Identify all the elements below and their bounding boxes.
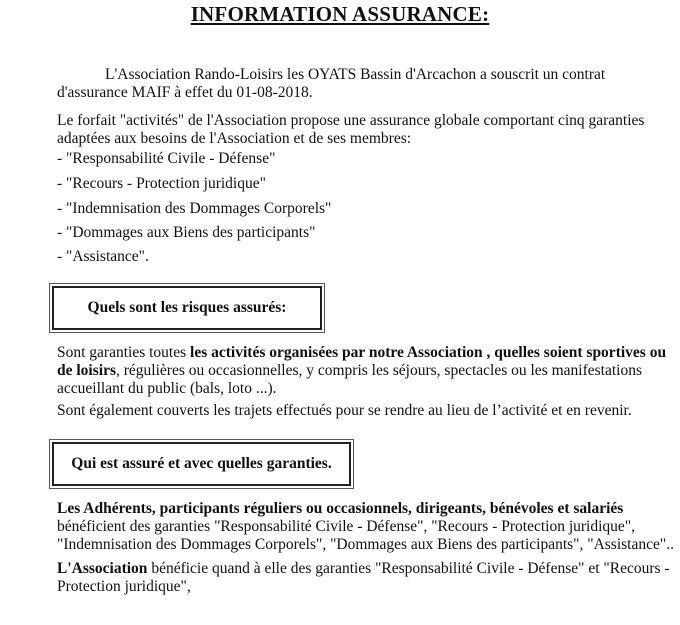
risques-text-end: , régulières ou occasionnelles, y compris les séjours, spectacles ou les manifestations accueillant du public (bals, loto ...). bbox=[57, 362, 642, 397]
section-heading-assure bbox=[52, 442, 351, 486]
guarantee-item: - "Recours - Protection juridique" bbox=[57, 175, 266, 192]
association-text-bold: L'Association bbox=[57, 560, 148, 577]
adherents-paragraph bbox=[57, 500, 677, 554]
guarantee-item: - "Assistance". bbox=[57, 248, 149, 265]
page-title: INFORMATION ASSURANCE: bbox=[190, 2, 490, 26]
guarantee-item: - "Dommages aux Biens des participants" bbox=[57, 224, 316, 241]
guarantee-item: - "Responsabilité Civile - Défense" bbox=[57, 150, 276, 167]
forfait-paragraph: Le forfait "activités" de l'Association propose une assurance globale comportant cinq garanties adaptées aux besoins de l'Association et de ses membres: bbox=[57, 112, 645, 147]
guarantee-item: - "Indemnisation des Dommages Corporels" bbox=[57, 200, 332, 217]
section-heading-label: Qui est assuré et avec quelles garanties. bbox=[71, 455, 332, 472]
section-heading-risques bbox=[52, 286, 322, 330]
association-paragraph bbox=[57, 560, 677, 596]
section-heading-label: Quels sont les risques assurés: bbox=[87, 299, 287, 316]
risques-paragraph bbox=[57, 344, 677, 398]
intro-paragraph: L'Association Rando-Loisirs les OYATS Bassin d'Arcachon a souscrit un contrat d'assurance MAIF à effet du 01-08-2018. bbox=[57, 66, 606, 101]
trajets-paragraph: Sont également couverts les trajets effectués pour se rendre au lieu de l’activité et en revenir. bbox=[57, 402, 632, 419]
association-text-end: bénéficie quand à elle des garanties "Responsabilité Civile - Défense" et "Recours - Protection juridique", bbox=[57, 560, 670, 595]
risques-text-bold: les activités organisées par notre Association , quelles soient sportives ou de loisirs bbox=[57, 344, 667, 379]
adherents-text-end: bénéficient des garanties "Responsabilité Civile - Défense", "Recours - Protection juridique", "Indemnisation des Dommages Corporels", "Dommages aux Biens des participants", "Assistance".. bbox=[57, 518, 674, 553]
adherents-text-bold: Les Adhérents, participants réguliers ou occasionnels, dirigeants, bénévoles et salariés bbox=[57, 500, 624, 517]
risques-text-start: Sont garanties toutes bbox=[57, 344, 191, 361]
